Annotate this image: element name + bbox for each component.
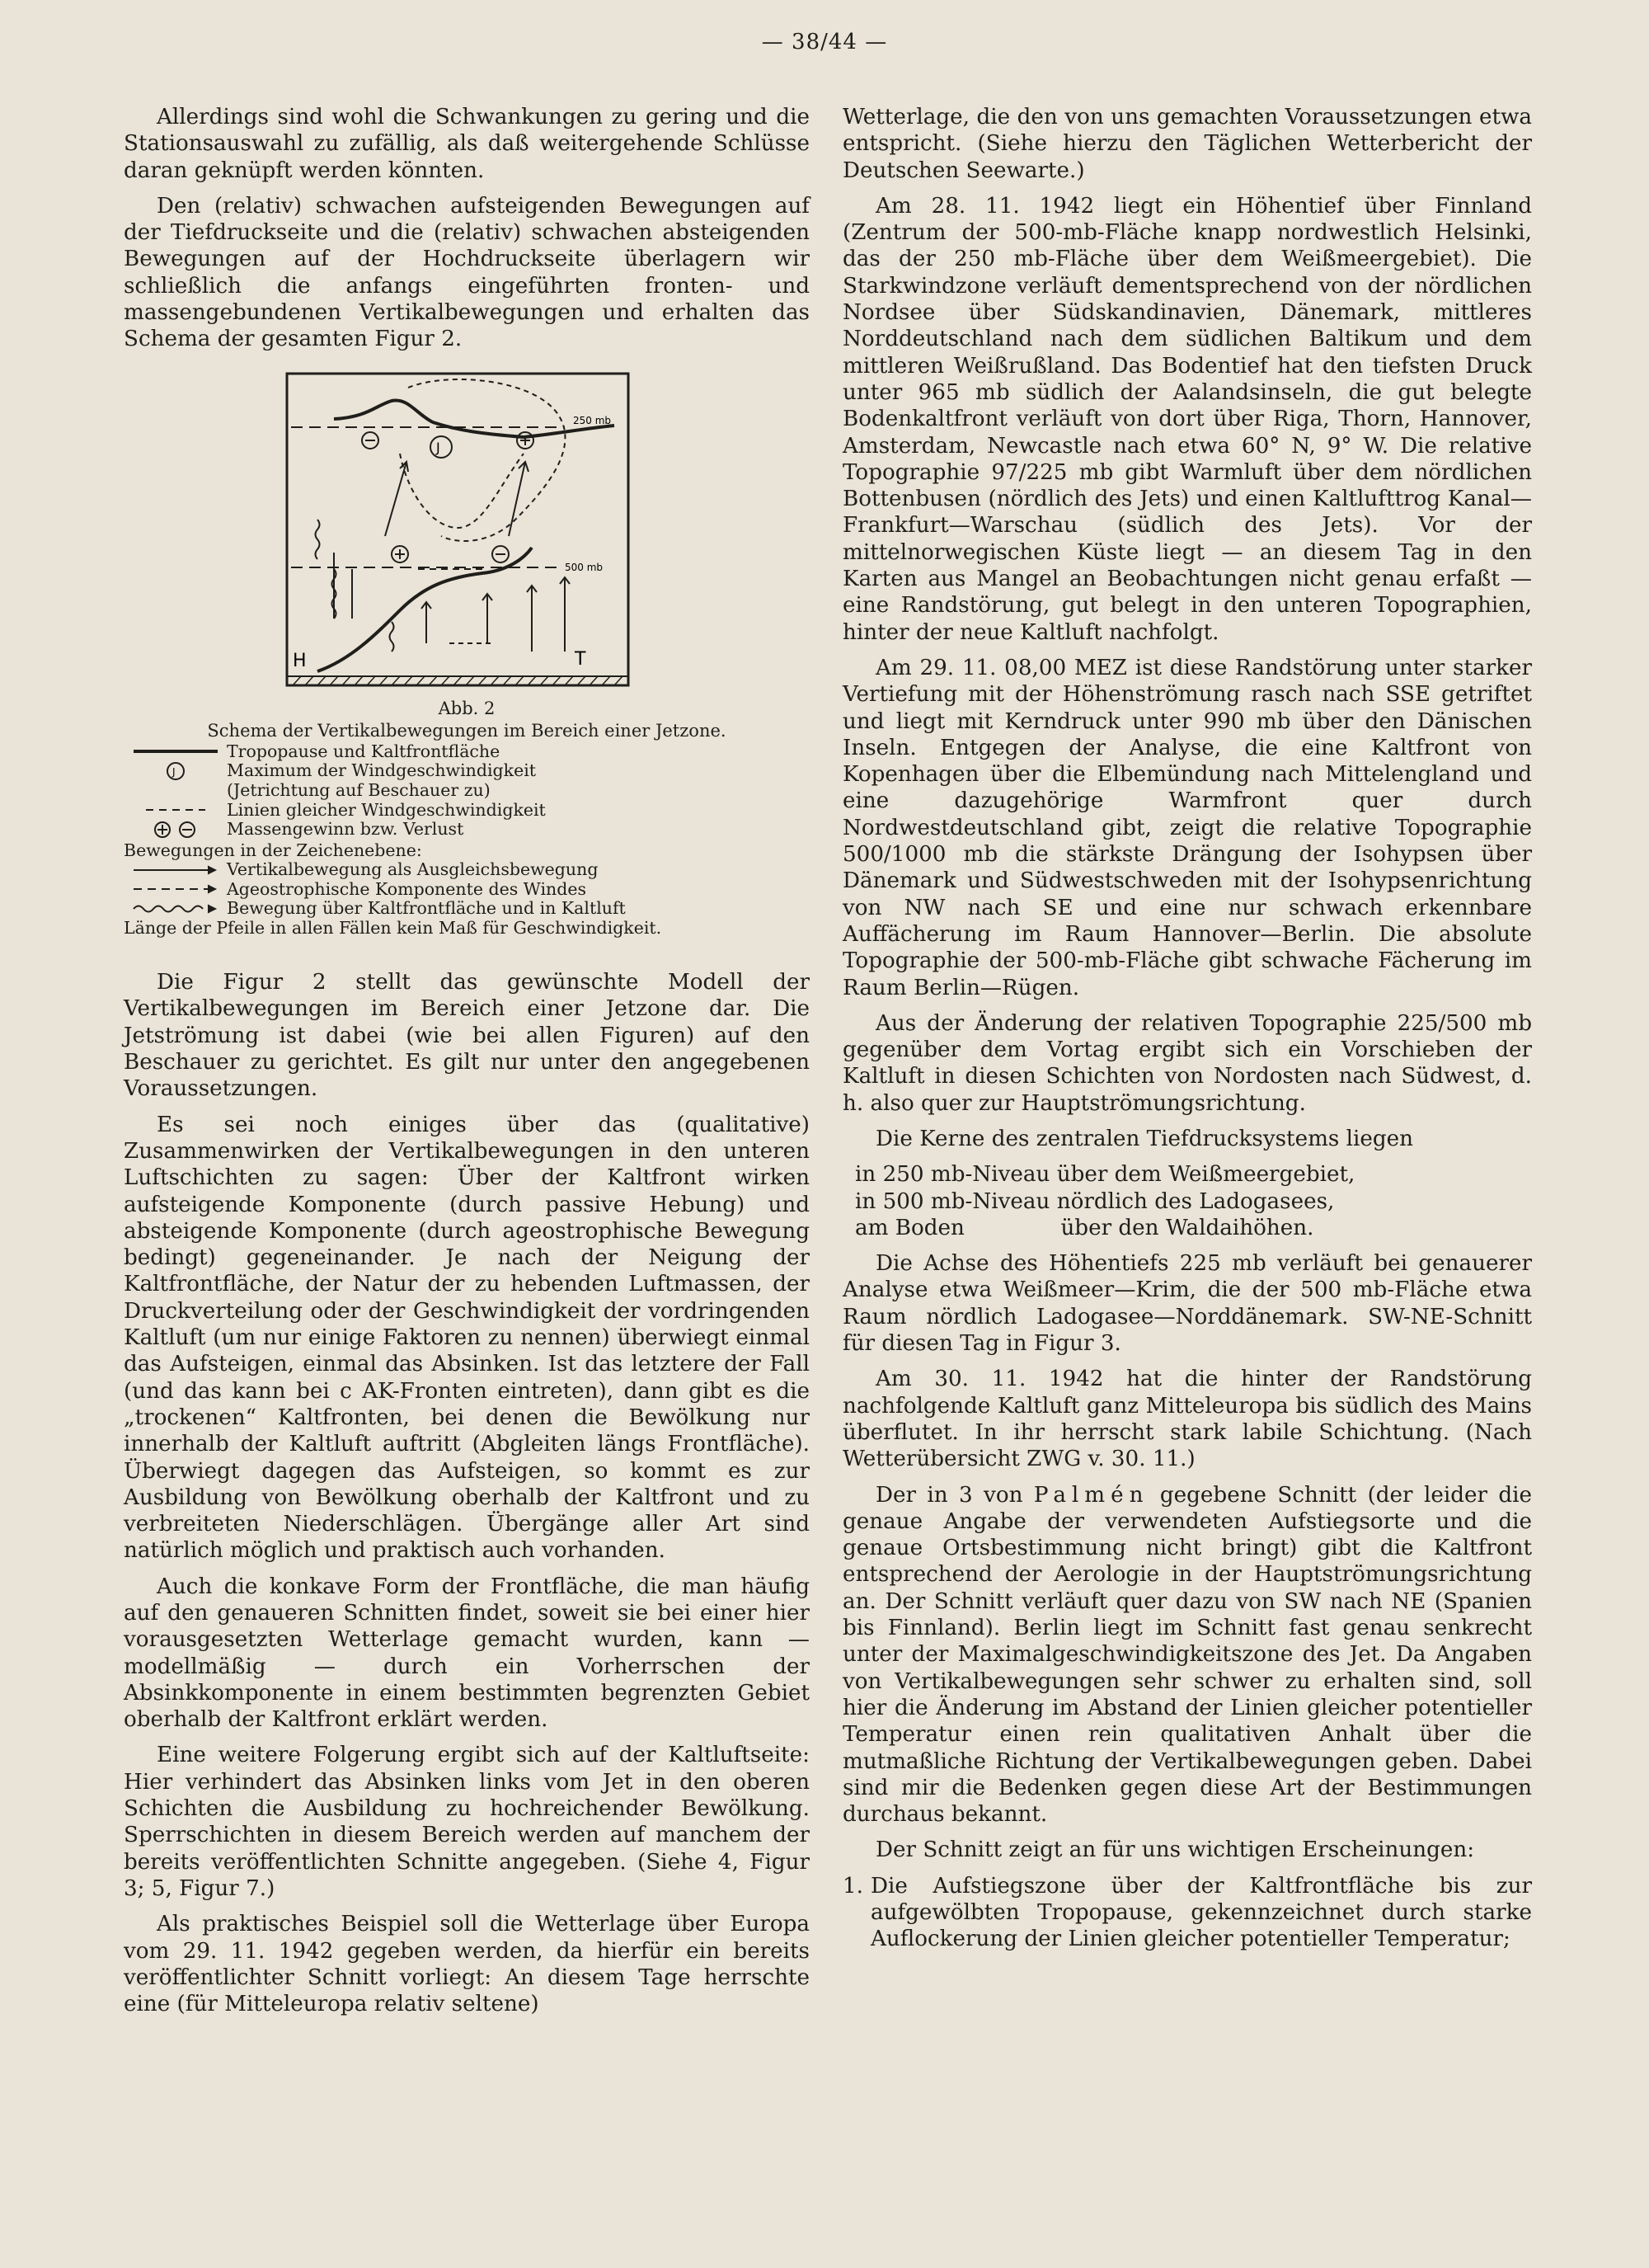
paragraph: Den (relativ) schwachen aufsteigenden Bewegungen auf der Tiefdruckseite und die (relativ) schwachen absteigenden Bewegungen auf der Hochdruckseite überlagern wir schließlich die anfangs eingeführten fronten- und massengebundenen Vertikalbewegungen und erhalten das Schema der gesamten Figur 2. xyxy=(124,193,810,352)
paragraph: Der Schnitt zeigt an für uns wichtigen Erscheinungen: xyxy=(876,1837,1475,1863)
figure-2 xyxy=(124,371,810,939)
right-column xyxy=(843,104,1532,1953)
kerne-line: am Boden über den Waldaihöhen. xyxy=(855,1215,1314,1240)
paragraph: Es sei noch einiges über das (qualitative) Zusammenwirken der Vertikalbewegungen in den unteren Luftschichten zu sagen: Über der Kaltfront wirken aufsteigende Komponente (durch passive Hebung) und absteigende Komponente (durch ageostrophische Bewegung bedingt) gegeneinander. Je nach der Neigung der Kaltfrontfläche, der Natur der zu hebenden Luftmassen, der Druckverteilung oder der Geschwindigkeit der vordringenden Kaltluft (um nur einige Faktoren zu nennen) überwiegt einmal das Aufsteigen, einmal das Absinken. Ist das letztere der Fall (und das kann bei c AK-Fronten eintreten), dann gibt es die „trockenen“ Kaltfronten, bei denen die Bewölkung nur innerhalb der Kaltluft auftritt (Abgleiten längs Frontfläche). Überwiegt dagegen das Aufsteigen, so kommt es zur Ausbildung von Bewölkung oberhalb der Kaltfront und zu verbreiteten Niederschlägen. Übergänge aller Art sind natürlich möglich und praktisch auch vorhanden. xyxy=(124,1112,810,1564)
label-jet: J xyxy=(436,439,440,455)
kerne-line: in 500 mb-Niveau nördlich des Ladogasees, xyxy=(855,1188,1335,1214)
paragraph: Die Figur 2 stellt das gewünschte Modell der Vertikalbewegungen im Bereich einer Jetzone dar. Die Jetströmung ist dabei (wie bei allen Figuren) auf den Beschauer zu gerichtet. Es gilt nur unter den angegebenen Voraussetzungen. xyxy=(124,970,810,1102)
figure-caption-subtitle: Schema der Vertikalbewegungen im Bereich einer Jetzone. xyxy=(207,720,726,741)
label-high: H xyxy=(293,650,307,671)
kerne-line: in 250 mb-Niveau über dem Weißmeergebiet, xyxy=(855,1162,1355,1188)
paragraph: Auch die konkave Form der Frontfläche, die man häufig auf den genaueren Schnitten findet, soweit sie bei einer hier vorausgesetzten Wetterlage gemacht wurden, kann — modellmäßig — durch ein Vorherrschen der Absinkkomponente in einem bestimmten begrenzten Gebiet oberhalb der Kaltfront erklärt werden. xyxy=(124,1574,810,1733)
list-item: 1. Die Aufstiegszone über der Kaltfrontfläche bis zur aufgewölbten Tropopause, gekennzeichnet durch starke Auflockerung der Linien gleicher potentieller Temperatur; xyxy=(843,1873,1532,1952)
author-name: Palmén xyxy=(1033,1482,1149,1508)
paragraph: Wetterlage, die den von uns gemachten Voraussetzungen etwa entspricht. (Siehe hierzu den Täglichen Wetterbericht der Deutschen Seewarte.) xyxy=(843,105,1532,183)
jet-circle-icon xyxy=(124,761,227,781)
paragraph: Am 29. 11. 08,00 MEZ ist diese Randstörung unter starker Vertiefung mit der Höhenströmung rasch nach SSE getriftet und liegt mit Kerndruck unter 990 mb über den Dänischen Inseln. Entgegen der Analyse, die eine Kaltfront von Kopenhagen über die Elbemündung nach Mittelengland und eine dazugehörige Warmfront quer durch Nordwestdeutschland gibt, zeigt die relative Topographie 500/1000 mb die stärkste Drängung der Isohypsen über Dänemark und Südwestschweden mit der Isohypsenrichtung von NW nach SE und eine nur schwach erkennbare Auffächerung im Raum Hannover—Berlin. Die absolute Topographie der 500-mb-Fläche gibt schwache Fächerung im Raum Berlin—Rügen. xyxy=(843,655,1532,1000)
jet-zone-diagram xyxy=(284,371,631,694)
label-500mb: 500 mb xyxy=(565,561,604,573)
dashed-line-icon xyxy=(124,806,227,814)
solid-line-icon xyxy=(124,746,227,756)
paragraph: Eine weitere Folgerung ergibt sich auf der Kaltluftseite: Hier verhindert das Absinken links vom Jet in den oberen Schichten die Ausbildung zu hochreichender Bewölkung. Sperrschichten in diesem Bereich werden auf manchem der bereits veröffentlichten Schnitte angegeben. (Siehe 4, Figur 3; 5, Figur 7.) xyxy=(124,1743,810,1901)
wavy-arrow-icon xyxy=(124,903,227,915)
paragraph: Aus der Änderung der relativen Topographie 225/500 mb gegenüber dem Vortag ergibt sich ein Vorschieben der Kaltluft in diesen Schichten von Nordosten nach Südwest, d. h. also quer zur Hauptströmungsrichtung. xyxy=(843,1010,1532,1116)
svg-text:J: J xyxy=(171,766,176,779)
label-250mb: 250 mb xyxy=(573,414,612,426)
paragraph: Die Kerne des zentralen Tiefdrucksystems liegen xyxy=(876,1126,1414,1151)
plus-minus-icon xyxy=(124,821,227,839)
page-number: — 38/44 — xyxy=(761,30,888,54)
paragraph: Am 30. 11. 1942 hat die hinter der Randstörung nachfolgende Kaltluft ganz Mitteleuropa bis südlich des Mains überflutet. In ihr herrscht stark labile Schichtung. (Nach Wetterübersicht ZWG v. 30. 11.) xyxy=(843,1367,1532,1472)
paragraph: Als praktisches Beispiel soll die Wetterlage über Europa vom 29. 11. 1942 gegeben werden, da hierfür ein bereits veröffentlichter Schnitt vorliegt: An diesem Tage herrschte eine (für Mitteleuropa relativ seltene) xyxy=(124,1912,810,2017)
label-low: T xyxy=(575,648,586,670)
left-column xyxy=(124,104,810,2017)
dashed-arrow-icon xyxy=(124,884,227,894)
figure-legend: Tropopause und Kaltfrontfläche J Maximum der Windgeschwindigkeit (Jetrichtung auf Beschauer zu) Linien gleicher Windgeschwindigkeit Massengewinn bzw. Verlust Bewegungen in der Zeichenebene: Vertikalbewegung als Ausgleichsbewegung Ageostrophische Komponente des Windes Bewegung über Kaltfrontfläche und in Kaltluft Länge der Pfeile in allen Fällen kein Maß für Geschwindigkeit. xyxy=(124,741,662,938)
paragraph-palmen: Der in 3 von Palmén gegebene Schnitt (der leider die genaue Angabe der verwendeten Aufstiegsorte und die genaue Ortsbestimmung nicht bringt) gibt die Kaltfront entsprechend der Aerologie in der Hauptströmungsrichtung an. Der Schnitt verläuft quer dazu von SW nach NE (Spanien bis Finnland). Berlin liegt im Schnitt fast genau senkrecht unter der Maximalgeschwindigkeitszone des Jet. Da Angaben von Vertikalbewegungen sehr schwer zu erhalten sind, soll hier die Änderung im Abstand der Linien gleicher potentieller Temperatur einen rein qualitativen Anhalt über die mutmaßliche Richtung der Vertikalbewegungen geben. Dabei sind mir die Bedenken gegen diese Art der Bestimmungen durchaus bekannt. xyxy=(843,1482,1532,1828)
paragraph: Die Achse des Höhentiefs 225 mb verläuft bei genauerer Analyse etwa Weißmeer—Krim, die der 500 mb-Fläche etwa Raum nördlich Ladogasee—Norddänemark. SW-NE-Schnitt für diesen Tag in Figur 3. xyxy=(843,1251,1532,1357)
figure-caption-title: Abb. 2 xyxy=(438,698,496,718)
solid-arrow-icon xyxy=(124,865,227,875)
paragraph: Allerdings sind wohl die Schwankungen zu gering und die Stationsauswahl zu zufällig, als daß weitergehende Schlüsse daran geknüpft werden könnten. xyxy=(124,105,810,183)
paragraph: Am 28. 11. 1942 liegt ein Höhentief über Finnland (Zentrum der 500-mb-Fläche knapp nordwestlich Helsinki, das der 250 mb-Fläche über dem Weißmeergebiet). Die Starkwindzone verläuft dementsprechend von der nördlichen Nordsee über Südskandinavien, Dänemark, mittleres Norddeutschland nach dem südlichen Baltikum und dem mittleren Weißrußland. Das Bodentief hat den tiefsten Druck unter 965 mb südlich der Aalandsinseln, die gut belegte Bodenkaltfront verläuft von dort über Riga, Thorn, Hannover, Amsterdam, Newcastle nach etwa 60° N, 9° W. Die relative Topographie 97/225 mb gibt Warmluft über dem nördlichen Bottenbusen (nördlich des Jets) und einen Kaltlufttrog Kanal—Frankfurt—Warschau (südlich des Jets). Vor der mittelnorwegischen Küste liegt — an diesem Tag in den Karten aus Mangel an Beobachtungen nicht genau erfaßt — eine Randstörung, gut belegt in den unteren Topographien, hinter der neue Kaltluft nachfolgt. xyxy=(843,193,1532,645)
